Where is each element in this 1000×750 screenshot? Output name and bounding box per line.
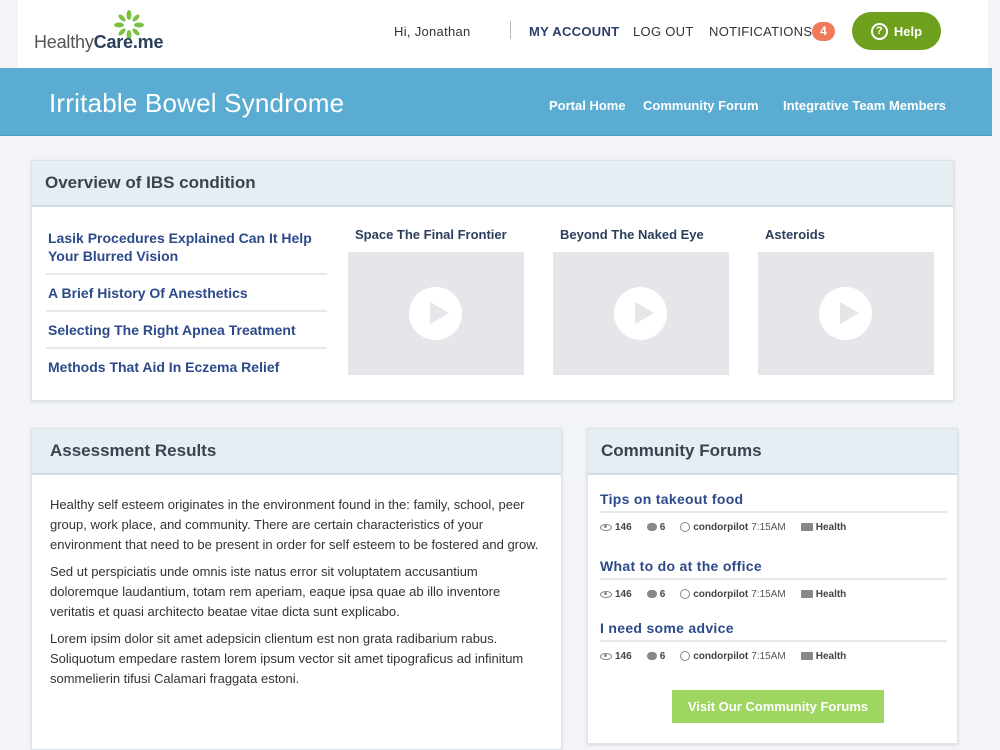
thread-time: 7:15AM — [751, 650, 786, 662]
eye-icon — [600, 524, 612, 531]
notification-count-badge[interactable]: 4 — [812, 22, 835, 41]
chat-icon — [647, 652, 657, 660]
my-account-link[interactable]: MY ACCOUNT — [529, 24, 620, 39]
video-thumbnail[interactable] — [758, 252, 934, 375]
thread-title-link[interactable]: Tips on takeout food — [600, 491, 947, 513]
play-icon[interactable] — [614, 287, 667, 340]
assessment-card — [31, 428, 562, 750]
thread-time: 7:15AM — [751, 588, 786, 600]
clock-icon — [680, 651, 690, 661]
video-item — [553, 227, 729, 375]
thread-category[interactable]: Health — [815, 588, 847, 600]
view-count: 146 — [615, 521, 632, 533]
thread-author[interactable]: condorpilot — [693, 521, 749, 533]
video-title[interactable]: Asteroids — [765, 227, 825, 242]
article-link[interactable]: Methods That Aid In Eczema Relief — [48, 359, 280, 375]
video-title[interactable]: Space The Final Frontier — [355, 227, 507, 242]
logo-wordmark — [34, 32, 163, 53]
chat-icon — [647, 523, 657, 531]
top-header — [18, 0, 988, 68]
thread-title-link[interactable]: I need some advice — [600, 620, 947, 642]
play-icon[interactable] — [409, 287, 462, 340]
help-question-icon: ? — [871, 23, 888, 40]
article-link[interactable]: Lasik Procedures Explained Can It Help Your Blurred Vision — [46, 229, 327, 275]
eye-icon — [600, 653, 612, 660]
view-count: 146 — [615, 588, 632, 600]
video-thumbnail[interactable] — [348, 252, 524, 375]
reply-count: 6 — [659, 650, 666, 662]
community-forum-link[interactable]: Community Forum — [643, 98, 759, 113]
thread-meta — [600, 648, 947, 664]
assessment-paragraph: Healthy self esteem originates in the environment found in the: family, school, peer group, work place, and community. There are certain characteristics of your environment that need to be present in order for self esteem to be fostered and grow. — [50, 497, 539, 552]
view-count: 146 — [615, 650, 632, 662]
thread-category[interactable]: Health — [815, 521, 847, 533]
thread-category[interactable]: Health — [815, 650, 847, 662]
notifications-link[interactable]: NOTIFICATIONS — [709, 24, 813, 39]
integrative-team-link[interactable]: Integrative Team Members — [783, 98, 947, 113]
assessment-paragraph: Sed ut perspiciatis unde omnis iste natus error sit voluptatem accusantium doloremque laudantium, totam rem aperiam, eaque ipsa quae ab illo inventore veritatis et quasi architecto beatae vitae dicta sunt explicabo. — [50, 564, 501, 619]
clock-icon — [680, 589, 690, 599]
eye-icon — [600, 591, 612, 598]
help-button[interactable] — [852, 12, 941, 50]
logo-text-me: .me — [132, 32, 164, 52]
page-title: Irritable Bowel Syndrome — [49, 88, 345, 118]
thread-time: 7:15AM — [751, 521, 786, 533]
reply-count: 6 — [659, 521, 666, 533]
video-title[interactable]: Beyond The Naked Eye — [560, 227, 704, 242]
thread-meta — [600, 586, 947, 602]
community-forums-card — [587, 428, 958, 744]
overview-heading: Overview of IBS condition — [32, 161, 953, 207]
forums-heading: Community Forums — [588, 429, 957, 475]
assessment-paragraph: Lorem ipsim dolor sit amet adepsicin clientum est non grata radibarium rabus. Soliquotum empedare rastem lorem ipsum vector sit amet tipograficus ad infinitum sommelierin tifusi Calamari fraggata estoni. — [50, 631, 524, 686]
visit-forums-button[interactable]: Visit Our Community Forums — [672, 690, 884, 723]
folder-icon — [801, 652, 813, 660]
folder-icon — [801, 523, 813, 531]
condition-banner — [0, 68, 992, 136]
folder-icon — [801, 590, 813, 598]
assessment-body — [32, 475, 561, 689]
forum-thread — [600, 558, 947, 602]
forum-thread — [600, 620, 947, 664]
thread-meta — [600, 519, 947, 535]
thread-title-link[interactable]: What to do at the office — [600, 558, 947, 580]
logo-text-care: Care — [93, 32, 133, 52]
clock-icon — [680, 522, 690, 532]
thread-author[interactable]: condorpilot — [693, 650, 749, 662]
chat-icon — [647, 590, 657, 598]
video-item — [348, 227, 524, 375]
help-button-label: Help — [893, 23, 923, 39]
video-thumbnail[interactable] — [553, 252, 729, 375]
overview-card — [31, 160, 954, 401]
article-link[interactable]: A Brief History Of Anesthetics — [46, 284, 327, 312]
reply-count: 6 — [659, 588, 666, 600]
header-divider — [510, 21, 511, 39]
log-out-link[interactable]: LOG OUT — [633, 24, 694, 39]
healthycare-logo[interactable] — [34, 10, 174, 56]
logo-text-healthy: Healthy — [34, 32, 94, 52]
forum-thread — [600, 491, 947, 535]
article-link[interactable]: Selecting The Right Apnea Treatment — [46, 321, 327, 349]
portal-home-link[interactable]: Portal Home — [549, 98, 626, 113]
thread-author[interactable]: condorpilot — [693, 588, 749, 600]
video-item — [758, 227, 934, 375]
user-greeting: Hi, Jonathan — [394, 24, 471, 39]
assessment-heading: Assessment Results — [32, 429, 561, 475]
play-icon[interactable] — [819, 287, 872, 340]
article-list — [46, 229, 327, 393]
